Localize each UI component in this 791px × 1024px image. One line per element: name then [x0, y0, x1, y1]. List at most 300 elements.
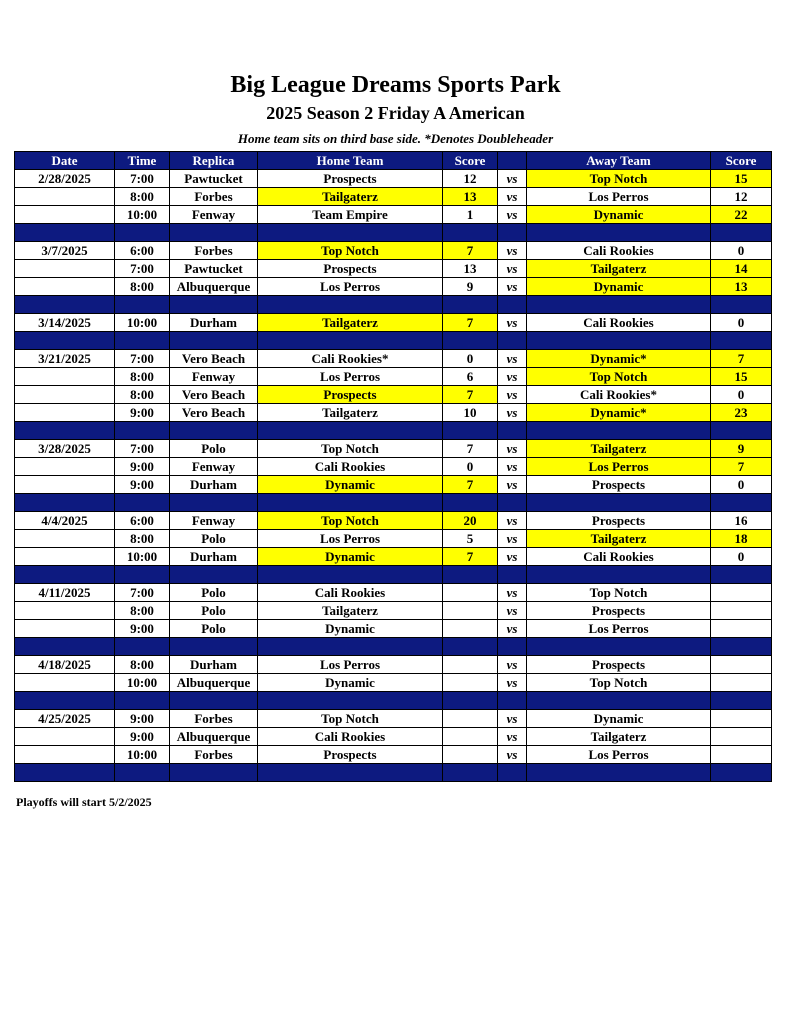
separator-cell [498, 764, 527, 782]
game-row [15, 188, 772, 206]
home-team: Cali Rookies [258, 728, 443, 746]
away-score: 16 [711, 512, 772, 530]
home-team: Prospects [258, 260, 443, 278]
separator-cell [527, 764, 711, 782]
home-team: Top Notch [258, 512, 443, 530]
game-time: 8:00 [115, 530, 170, 548]
game-replica-field: Albuquerque [170, 674, 258, 692]
home-team: Top Notch [258, 242, 443, 260]
game-row [15, 620, 772, 638]
game-time: 8:00 [115, 386, 170, 404]
game-time: 7:00 [115, 170, 170, 188]
away-score: 22 [711, 206, 772, 224]
separator-cell [15, 224, 115, 242]
separator-cell [527, 494, 711, 512]
game-time: 9:00 [115, 476, 170, 494]
home-team: Tailgaterz [258, 188, 443, 206]
separator-cell [711, 296, 772, 314]
separator-cell [711, 638, 772, 656]
separator-cell [443, 638, 498, 656]
game-time: 7:00 [115, 440, 170, 458]
home-team: Prospects [258, 170, 443, 188]
separator-cell [170, 764, 258, 782]
away-team: Cali Rookies [527, 314, 711, 332]
away-score [711, 620, 772, 638]
game-replica-field: Durham [170, 314, 258, 332]
separator-cell [115, 764, 170, 782]
game-replica-field: Fenway [170, 458, 258, 476]
vs-label: vs [498, 620, 527, 638]
separator-cell [527, 332, 711, 350]
game-time: 9:00 [115, 620, 170, 638]
game-date [15, 476, 115, 494]
away-team: Los Perros [527, 746, 711, 764]
game-row [15, 584, 772, 602]
game-replica-field: Vero Beach [170, 404, 258, 422]
vs-label: vs [498, 350, 527, 368]
separator-cell [258, 566, 443, 584]
game-time: 10:00 [115, 674, 170, 692]
home-team: Tailgaterz [258, 404, 443, 422]
col-home-score-header: Score [443, 152, 498, 170]
game-row [15, 656, 772, 674]
separator-cell [115, 296, 170, 314]
game-row [15, 512, 772, 530]
home-score: 7 [443, 386, 498, 404]
vs-label: vs [498, 512, 527, 530]
game-time: 8:00 [115, 656, 170, 674]
separator-cell [258, 638, 443, 656]
separator-cell [711, 332, 772, 350]
game-date [15, 674, 115, 692]
game-replica-field: Pawtucket [170, 260, 258, 278]
separator-cell [115, 332, 170, 350]
home-score [443, 602, 498, 620]
game-time: 6:00 [115, 242, 170, 260]
game-date: 3/7/2025 [15, 242, 115, 260]
separator-cell [258, 692, 443, 710]
separator-cell [498, 494, 527, 512]
home-team: Cali Rookies* [258, 350, 443, 368]
separator-cell [258, 332, 443, 350]
away-team: Top Notch [527, 674, 711, 692]
col-vs-header [498, 152, 527, 170]
home-score [443, 728, 498, 746]
game-row [15, 458, 772, 476]
game-date: 3/14/2025 [15, 314, 115, 332]
vs-label: vs [498, 548, 527, 566]
home-team: Dynamic [258, 548, 443, 566]
game-replica-field: Polo [170, 530, 258, 548]
away-score: 18 [711, 530, 772, 548]
game-row [15, 386, 772, 404]
home-score: 0 [443, 458, 498, 476]
home-score: 13 [443, 188, 498, 206]
vs-label: vs [498, 530, 527, 548]
away-team: Top Notch [527, 368, 711, 386]
separator-cell [258, 224, 443, 242]
home-score: 7 [443, 314, 498, 332]
home-score [443, 656, 498, 674]
game-replica-field: Forbes [170, 242, 258, 260]
away-team: Cali Rookies* [527, 386, 711, 404]
away-team: Dynamic [527, 710, 711, 728]
schedule-body [15, 170, 772, 782]
away-score: 15 [711, 170, 772, 188]
separator-cell [498, 422, 527, 440]
vs-label: vs [498, 602, 527, 620]
vs-label: vs [498, 746, 527, 764]
separator-cell [170, 422, 258, 440]
week-separator [15, 332, 772, 350]
col-date-header: Date [15, 152, 115, 170]
game-time: 7:00 [115, 260, 170, 278]
game-row [15, 278, 772, 296]
separator-cell [15, 566, 115, 584]
away-score: 0 [711, 386, 772, 404]
away-team: Prospects [527, 602, 711, 620]
game-date: 4/25/2025 [15, 710, 115, 728]
away-score: 0 [711, 242, 772, 260]
away-score [711, 602, 772, 620]
game-date [15, 548, 115, 566]
game-replica-field: Fenway [170, 512, 258, 530]
game-date [15, 602, 115, 620]
separator-cell [15, 494, 115, 512]
home-team: Dynamic [258, 674, 443, 692]
separator-cell [170, 296, 258, 314]
separator-cell [15, 332, 115, 350]
game-time: 8:00 [115, 278, 170, 296]
separator-cell [443, 566, 498, 584]
home-score [443, 746, 498, 764]
away-team: Los Perros [527, 188, 711, 206]
separator-cell [443, 296, 498, 314]
game-row [15, 746, 772, 764]
home-score: 6 [443, 368, 498, 386]
game-replica-field: Forbes [170, 746, 258, 764]
away-score: 0 [711, 548, 772, 566]
week-separator [15, 494, 772, 512]
home-score: 0 [443, 350, 498, 368]
separator-cell [115, 224, 170, 242]
game-date: 3/28/2025 [15, 440, 115, 458]
separator-cell [498, 566, 527, 584]
away-score: 7 [711, 458, 772, 476]
vs-label: vs [498, 368, 527, 386]
game-row [15, 260, 772, 278]
separator-cell [15, 692, 115, 710]
game-time: 6:00 [115, 512, 170, 530]
game-row [15, 710, 772, 728]
vs-label: vs [498, 386, 527, 404]
separator-cell [711, 566, 772, 584]
home-team: Top Notch [258, 440, 443, 458]
away-team: Los Perros [527, 620, 711, 638]
game-date [15, 404, 115, 422]
game-row [15, 350, 772, 368]
vs-label: vs [498, 476, 527, 494]
away-team: Cali Rookies [527, 242, 711, 260]
separator-cell [527, 224, 711, 242]
vs-label: vs [498, 260, 527, 278]
game-replica-field: Forbes [170, 188, 258, 206]
separator-cell [15, 422, 115, 440]
home-team: Team Empire [258, 206, 443, 224]
separator-cell [170, 692, 258, 710]
home-team: Dynamic [258, 476, 443, 494]
home-score: 10 [443, 404, 498, 422]
game-date: 4/18/2025 [15, 656, 115, 674]
playoffs-note: Playoffs will start 5/2/2025 [16, 795, 152, 809]
home-score: 13 [443, 260, 498, 278]
game-time: 10:00 [115, 548, 170, 566]
separator-cell [115, 422, 170, 440]
separator-cell [115, 566, 170, 584]
home-score: 5 [443, 530, 498, 548]
game-replica-field: Polo [170, 602, 258, 620]
separator-cell [258, 296, 443, 314]
game-time: 8:00 [115, 188, 170, 206]
col-away-team-header: Away Team [527, 152, 711, 170]
vs-label: vs [498, 170, 527, 188]
col-time-header: Time [115, 152, 170, 170]
game-row [15, 530, 772, 548]
vs-label: vs [498, 584, 527, 602]
game-time: 9:00 [115, 404, 170, 422]
game-row [15, 728, 772, 746]
away-team: Dynamic* [527, 404, 711, 422]
separator-cell [527, 692, 711, 710]
separator-cell [170, 494, 258, 512]
week-separator [15, 638, 772, 656]
home-score: 7 [443, 548, 498, 566]
game-row [15, 368, 772, 386]
game-replica-field: Vero Beach [170, 386, 258, 404]
game-date [15, 728, 115, 746]
schedule-table [14, 151, 772, 782]
separator-cell [527, 566, 711, 584]
game-date: 4/11/2025 [15, 584, 115, 602]
home-score: 7 [443, 440, 498, 458]
home-team: Top Notch [258, 710, 443, 728]
home-team: Prospects [258, 386, 443, 404]
game-replica-field: Albuquerque [170, 728, 258, 746]
vs-label: vs [498, 278, 527, 296]
separator-cell [15, 764, 115, 782]
away-team: Cali Rookies [527, 548, 711, 566]
game-replica-field: Fenway [170, 368, 258, 386]
week-separator [15, 224, 772, 242]
schedule-note: Home team sits on third base side. *Denotes Doubleheader [237, 131, 554, 146]
vs-label: vs [498, 656, 527, 674]
away-team: Dynamic* [527, 350, 711, 368]
vs-label: vs [498, 710, 527, 728]
game-date [15, 530, 115, 548]
separator-cell [170, 638, 258, 656]
away-team: Dynamic [527, 278, 711, 296]
game-replica-field: Polo [170, 620, 258, 638]
page-subtitle: 2025 Season 2 Friday A American [266, 103, 525, 123]
game-row [15, 476, 772, 494]
col-away-score-header: Score [711, 152, 772, 170]
game-time: 9:00 [115, 728, 170, 746]
game-replica-field: Durham [170, 656, 258, 674]
separator-cell [443, 332, 498, 350]
page-title: Big League Dreams Sports Park [230, 72, 561, 98]
vs-label: vs [498, 242, 527, 260]
col-home-team-header: Home Team [258, 152, 443, 170]
separator-cell [15, 638, 115, 656]
vs-label: vs [498, 404, 527, 422]
game-date [15, 746, 115, 764]
away-score: 0 [711, 314, 772, 332]
away-score: 7 [711, 350, 772, 368]
separator-cell [498, 692, 527, 710]
game-time: 9:00 [115, 710, 170, 728]
col-replica-header: Replica [170, 152, 258, 170]
separator-cell [170, 332, 258, 350]
home-team: Tailgaterz [258, 602, 443, 620]
away-score: 0 [711, 476, 772, 494]
game-replica-field: Vero Beach [170, 350, 258, 368]
home-team: Dynamic [258, 620, 443, 638]
separator-cell [711, 692, 772, 710]
away-score: 14 [711, 260, 772, 278]
game-row [15, 674, 772, 692]
separator-cell [258, 422, 443, 440]
separator-cell [170, 224, 258, 242]
vs-label: vs [498, 728, 527, 746]
game-row [15, 440, 772, 458]
away-team: Tailgaterz [527, 440, 711, 458]
week-separator [15, 764, 772, 782]
away-team: Dynamic [527, 206, 711, 224]
game-row [15, 548, 772, 566]
vs-label: vs [498, 188, 527, 206]
separator-cell [443, 422, 498, 440]
game-time: 7:00 [115, 584, 170, 602]
away-score: 9 [711, 440, 772, 458]
game-row [15, 314, 772, 332]
away-team: Top Notch [527, 584, 711, 602]
separator-cell [443, 224, 498, 242]
game-replica-field: Polo [170, 584, 258, 602]
away-team: Top Notch [527, 170, 711, 188]
game-time: 8:00 [115, 602, 170, 620]
week-separator [15, 422, 772, 440]
away-team: Prospects [527, 656, 711, 674]
game-date [15, 206, 115, 224]
away-score [711, 584, 772, 602]
separator-cell [443, 494, 498, 512]
game-replica-field: Albuquerque [170, 278, 258, 296]
away-team: Tailgaterz [527, 260, 711, 278]
game-date [15, 368, 115, 386]
vs-label: vs [498, 440, 527, 458]
separator-cell [527, 296, 711, 314]
game-date [15, 458, 115, 476]
separator-cell [711, 224, 772, 242]
home-score: 20 [443, 512, 498, 530]
game-date [15, 278, 115, 296]
game-replica-field: Fenway [170, 206, 258, 224]
game-date: 3/21/2025 [15, 350, 115, 368]
game-time: 10:00 [115, 206, 170, 224]
game-time: 7:00 [115, 350, 170, 368]
home-score [443, 710, 498, 728]
home-team: Cali Rookies [258, 584, 443, 602]
game-date: 4/4/2025 [15, 512, 115, 530]
game-replica-field: Durham [170, 548, 258, 566]
separator-cell [498, 296, 527, 314]
game-row [15, 170, 772, 188]
away-score [711, 674, 772, 692]
separator-cell [258, 764, 443, 782]
game-row [15, 206, 772, 224]
separator-cell [170, 566, 258, 584]
home-team: Prospects [258, 746, 443, 764]
separator-cell [498, 224, 527, 242]
game-row [15, 602, 772, 620]
game-replica-field: Forbes [170, 710, 258, 728]
separator-cell [498, 332, 527, 350]
game-time: 8:00 [115, 368, 170, 386]
home-team: Los Perros [258, 278, 443, 296]
home-team: Tailgaterz [258, 314, 443, 332]
game-date [15, 188, 115, 206]
game-date [15, 620, 115, 638]
game-date: 2/28/2025 [15, 170, 115, 188]
away-score [711, 728, 772, 746]
game-row [15, 404, 772, 422]
away-score: 15 [711, 368, 772, 386]
away-team: Los Perros [527, 458, 711, 476]
game-time: 10:00 [115, 746, 170, 764]
separator-cell [115, 638, 170, 656]
home-score: 9 [443, 278, 498, 296]
away-team: Prospects [527, 512, 711, 530]
vs-label: vs [498, 206, 527, 224]
separator-cell [527, 638, 711, 656]
separator-cell [443, 764, 498, 782]
vs-label: vs [498, 674, 527, 692]
separator-cell [711, 494, 772, 512]
game-replica-field: Pawtucket [170, 170, 258, 188]
week-separator [15, 566, 772, 584]
game-time: 10:00 [115, 314, 170, 332]
separator-cell [443, 692, 498, 710]
separator-cell [498, 638, 527, 656]
game-row [15, 242, 772, 260]
away-score [711, 656, 772, 674]
game-date [15, 386, 115, 404]
away-score: 12 [711, 188, 772, 206]
away-score [711, 746, 772, 764]
game-replica-field: Durham [170, 476, 258, 494]
home-team: Cali Rookies [258, 458, 443, 476]
separator-cell [115, 692, 170, 710]
home-score: 12 [443, 170, 498, 188]
header-row [15, 152, 772, 170]
away-team: Tailgaterz [527, 728, 711, 746]
home-score [443, 584, 498, 602]
game-time: 9:00 [115, 458, 170, 476]
home-team: Los Perros [258, 656, 443, 674]
game-replica-field: Polo [170, 440, 258, 458]
game-date [15, 260, 115, 278]
separator-cell [115, 494, 170, 512]
